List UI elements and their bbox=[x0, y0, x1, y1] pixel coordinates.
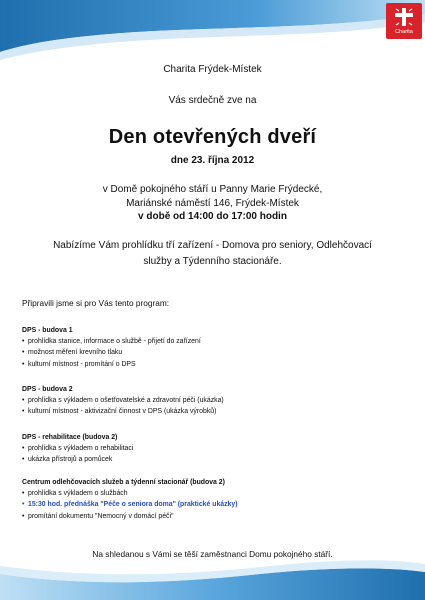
list-item: • prohlídka stanice, informace o službě - přijetí do zařízení bbox=[22, 336, 412, 347]
list-item: • prohlídka s výkladem o ošetřovatelské a zdravotní péči (ukázka) bbox=[22, 395, 412, 406]
section-items bbox=[22, 336, 412, 370]
list-item: • kulturní místnost - aktivizační činnost v DPS (ukázka výrobků) bbox=[22, 406, 412, 417]
list-item: • ukázka přístrojů a pomůcek bbox=[22, 454, 412, 465]
list-item: • promítání dokumentu "Nemocný v domácí péči" bbox=[22, 511, 412, 522]
program-section bbox=[22, 432, 412, 466]
section-heading: DPS - budova 1 bbox=[22, 327, 73, 334]
section-items bbox=[22, 443, 412, 465]
event-date: dne 23. října 2012 bbox=[170, 155, 255, 166]
program-section bbox=[22, 325, 412, 370]
program-section bbox=[22, 477, 412, 522]
place-line-1: v Domě pokojného stáří u Panny Marie Frýdecké, bbox=[102, 184, 323, 195]
offer-text bbox=[0, 238, 425, 270]
section-heading: DPS - rehabilitace (budova 2) bbox=[22, 434, 118, 441]
section-items bbox=[22, 488, 412, 522]
event-title: Den otevřených dveří bbox=[108, 126, 317, 148]
list-item: • prohlídka s výkladem o službách bbox=[22, 488, 412, 499]
section-items bbox=[22, 395, 412, 417]
cross-icon bbox=[393, 6, 415, 28]
section-heading: Centrum odlehčovacích služeb a týdenní stacionář (budova 2) bbox=[22, 479, 225, 486]
place-line-2: Mariánské náměstí 146, Frýdek-Místek bbox=[126, 197, 299, 209]
list-item: • kulturní místnost - promítání o DPS bbox=[22, 359, 412, 370]
program-section bbox=[22, 384, 412, 418]
closing-text: Na shledanou s Vámi se těší zaměstnanci Domu pokojného stáří. bbox=[92, 549, 333, 559]
section-heading: DPS - budova 2 bbox=[22, 386, 73, 393]
event-place bbox=[0, 183, 425, 224]
organization-name: Charita Frýdek-Místek bbox=[163, 64, 262, 75]
program-intro: Připravili jsme si pro Vás tento program: bbox=[22, 298, 170, 308]
event-time: v době od 14:00 do 17:00 hodin bbox=[138, 211, 287, 222]
invitation-line: Vás srdečně zve na bbox=[168, 95, 257, 106]
logo-text: Charita bbox=[395, 29, 413, 35]
charita-logo bbox=[386, 3, 422, 39]
list-item: • možnost měření krevního tlaku bbox=[22, 347, 412, 358]
offer-line-2: služby a Týdenního stacionáře. bbox=[143, 256, 282, 267]
offer-line-1: Nabízíme Vám prohlídku tří zařízení - Domova pro seniory, Odlehčovací bbox=[53, 240, 372, 251]
list-item: • prohlídka s výkladem o rehabilitaci bbox=[22, 443, 412, 454]
lecture-item: • 15:30 hod. přednáška "Péče o seniora doma" (praktické ukázky) bbox=[22, 499, 412, 510]
